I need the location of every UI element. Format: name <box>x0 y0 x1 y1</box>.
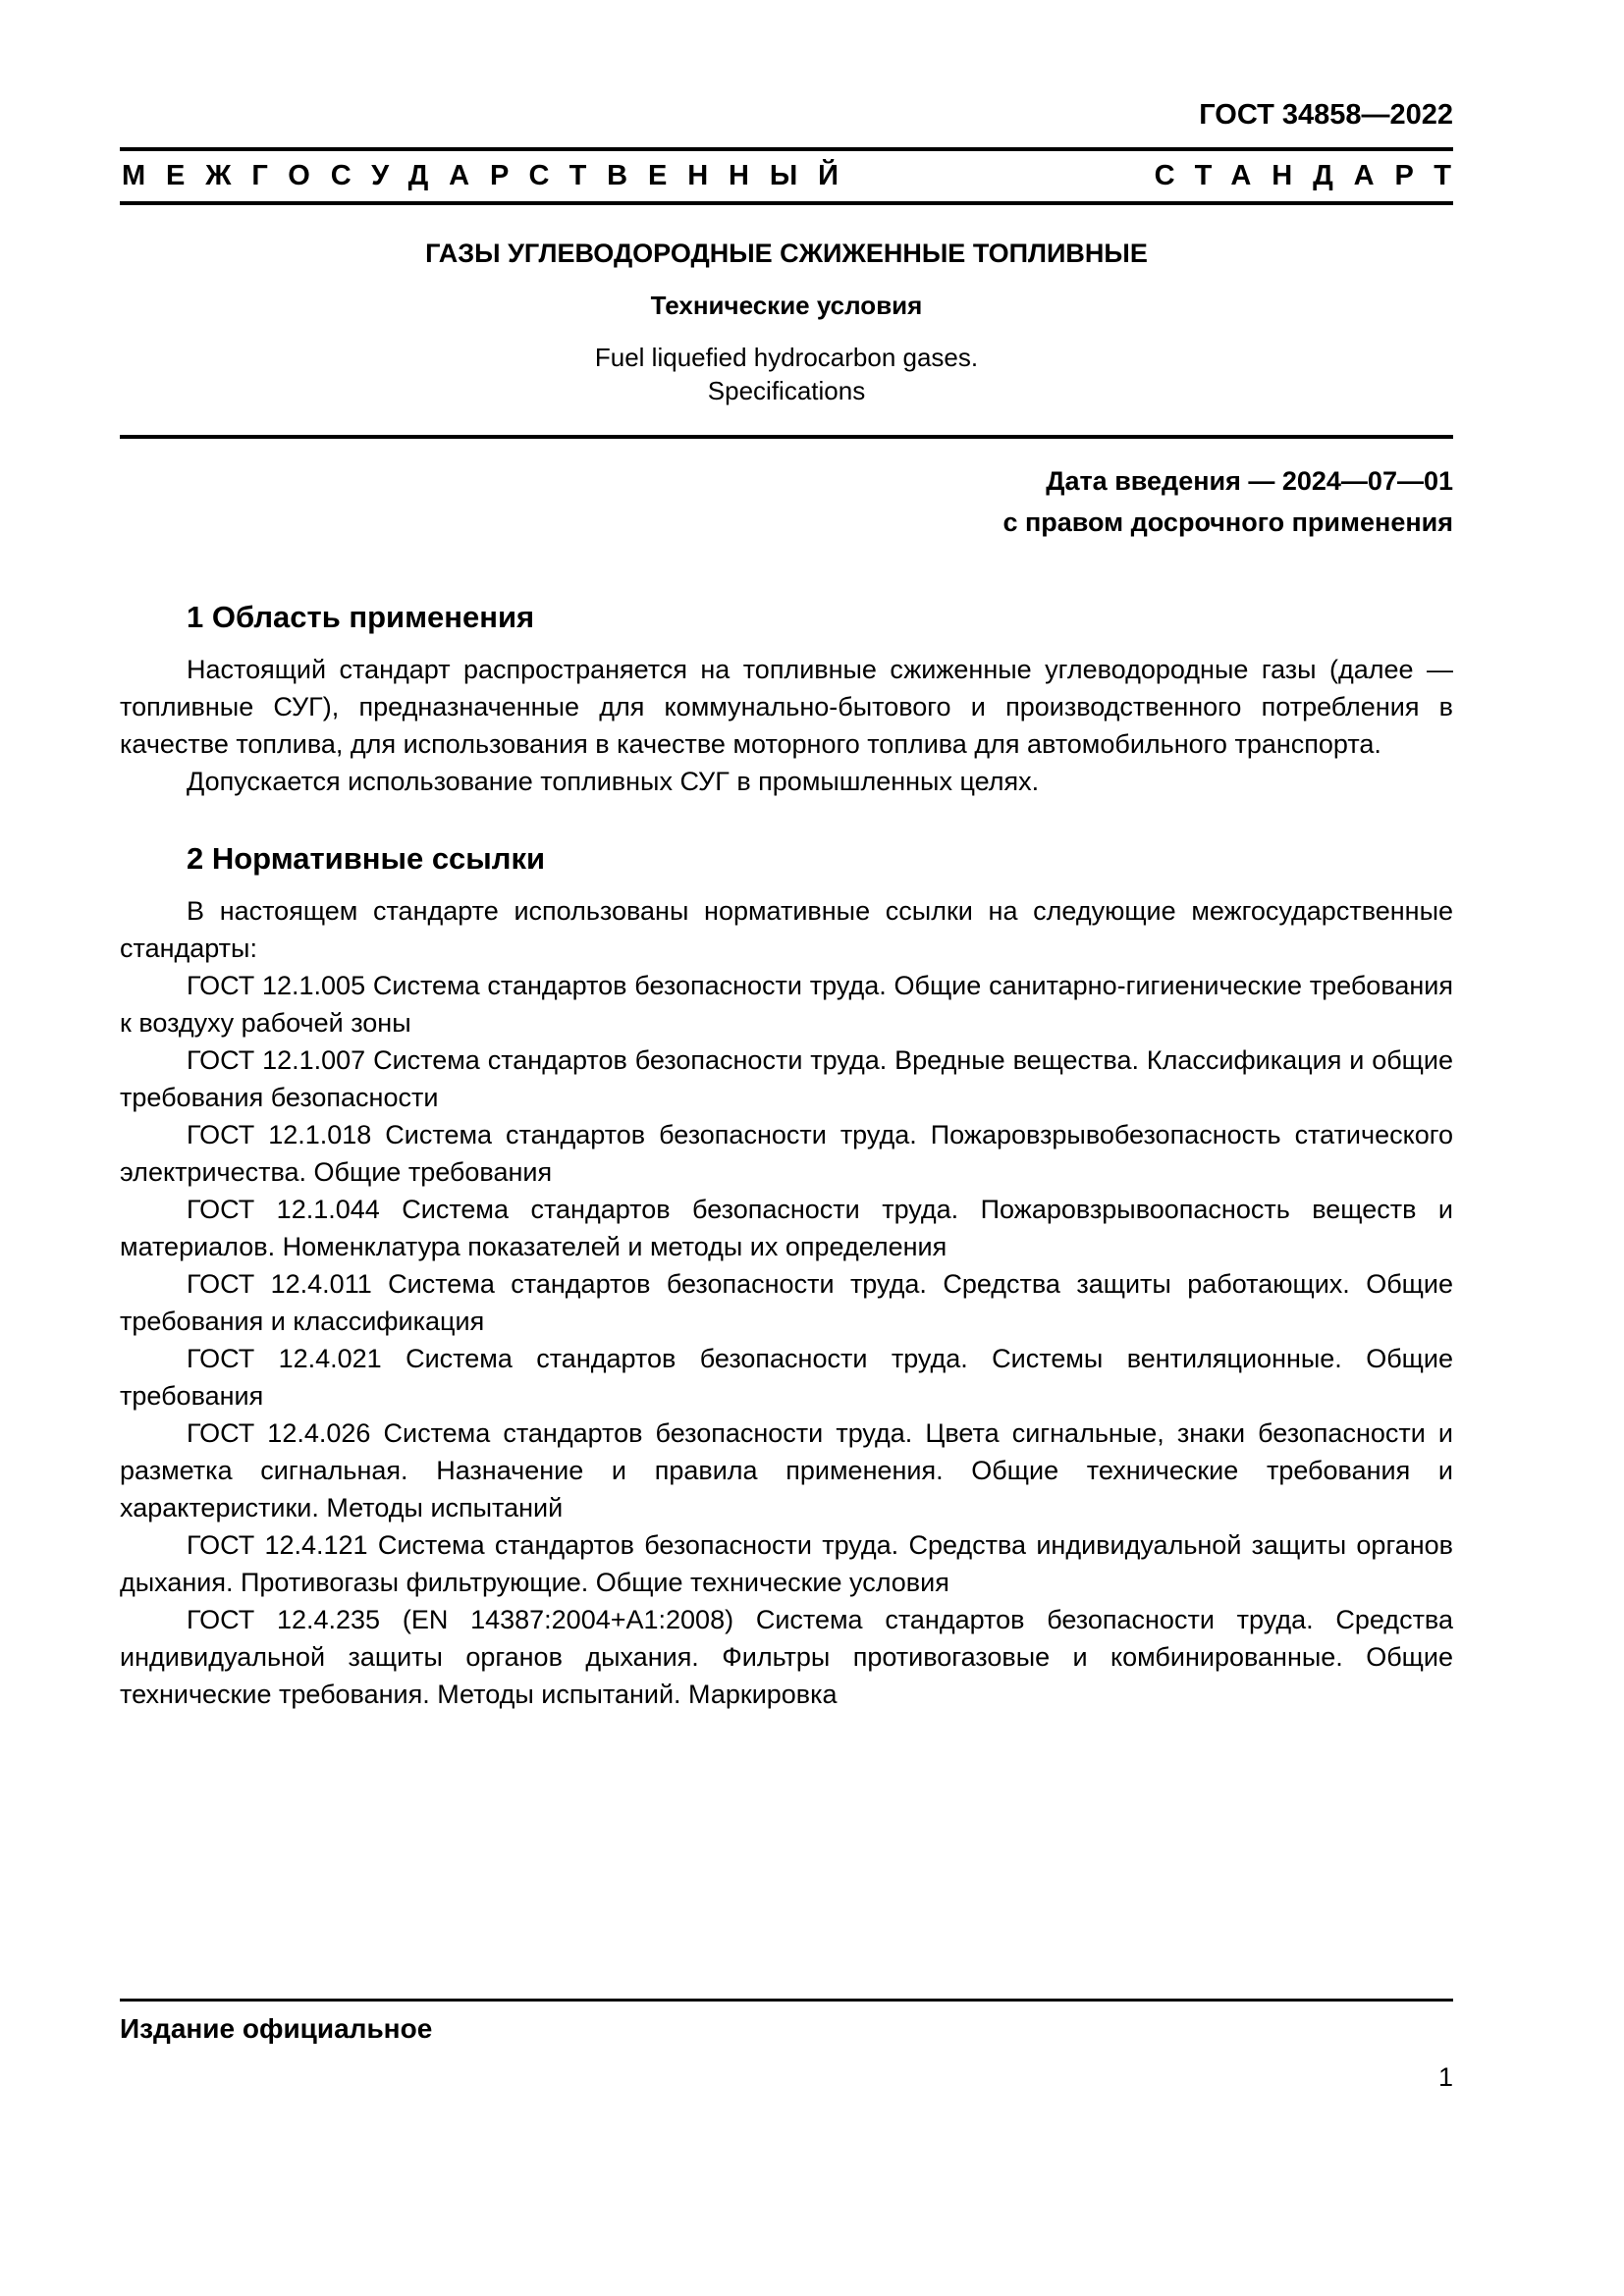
page-number: 1 <box>1437 2062 1453 2092</box>
normative-reference: ГОСТ 12.1.005 Система стандартов безопасности труда. Общие санитарно-гигиенические требования к воздуху рабочей зоны <box>120 971 1453 1038</box>
normative-reference: ГОСТ 12.1.044 Система стандартов безопасности труда. Пожаровзрывоопасность веществ и материалов. Номенклатура показателей и методы их определения <box>120 1195 1453 1261</box>
page-footer <box>120 1999 1453 2093</box>
doc-number: ГОСТ 34858—2022 <box>1199 99 1453 131</box>
header-divider-bottom <box>120 201 1453 205</box>
section-2-heading: 2 Нормативные ссылки <box>187 841 546 876</box>
section-2-paragraph: В настоящем стандарте использованы нормативные ссылки на следующие межгосударственные стандарты: <box>120 896 1453 963</box>
normative-reference: ГОСТ 12.4.021 Система стандартов безопасности труда. Системы вентиляционные. Общие требования <box>120 1344 1453 1411</box>
doc-subtitle-ru: Технические условия <box>650 291 923 320</box>
standard-type-word-left: МЕЖГОСУДАРСТВЕННЫЙ <box>122 160 859 191</box>
section-1-paragraph: Настоящий стандарт распространяется на топливные сжиженные углеводородные газы (далее — топливные СУГ), предназначенные для коммунально-бытового и производственного потребления в качестве топлива, для использования в качестве моторного топлива для автомобильного транспорта. <box>120 655 1453 759</box>
normative-reference: ГОСТ 12.4.011 Система стандартов безопасности труда. Средства защиты работающих. Общие требования и классификация <box>120 1269 1453 1336</box>
title-block <box>120 239 1453 407</box>
introduction-date-block <box>120 460 1453 543</box>
edition-note: Издание официальное <box>120 2013 433 2044</box>
standard-type-banner <box>120 151 1472 201</box>
normative-reference: ГОСТ 12.1.007 Система стандартов безопасности труда. Вредные вещества. Классификация и общие требования безопасности <box>120 1045 1453 1112</box>
normative-reference: ГОСТ 12.1.018 Система стандартов безопасности труда. Пожаровзрывобезопасность статического электричества. Общие требования <box>120 1120 1453 1187</box>
footer-divider <box>120 1999 1453 2002</box>
doc-title-ru: ГАЗЫ УГЛЕВОДОРОДНЫЕ СЖИЖЕННЫЕ ТОПЛИВНЫЕ <box>425 239 1148 268</box>
normative-reference: ГОСТ 12.4.235 (EN 14387:2004+A1:2008) Система стандартов безопасности труда. Средства индивидуальной защиты органов дыхания. Фильтры противогазовые и комбинированные. Общие технические требования. Методы испытаний. Маркировка <box>120 1605 1453 1709</box>
doc-subtitle-en: Specifications <box>707 376 866 405</box>
doc-title-en-block <box>120 341 1453 407</box>
doc-title-en: Fuel liquefied hydrocarbon gases. <box>594 343 979 372</box>
introduction-date-line: Дата введения — 2024—07—01 <box>1046 466 1453 496</box>
section-1-heading: 1 Область применения <box>187 600 535 634</box>
early-application-line: с правом досрочного применения <box>1002 507 1453 537</box>
standard-type-word-right: СТАНДАРТ <box>1154 160 1472 191</box>
title-divider <box>120 435 1453 439</box>
page-header <box>120 98 1472 205</box>
section-1-paragraph: Допускается использование топливных СУГ в промышленных целях. <box>187 767 1040 796</box>
normative-reference: ГОСТ 12.4.121 Система стандартов безопасности труда. Средства индивидуальной защиты органов дыхания. Противогазы фильтрующие. Общие технические условия <box>120 1530 1453 1597</box>
normative-reference: ГОСТ 12.4.026 Система стандартов безопасности труда. Цвета сигнальные, знаки безопасности и разметка сигнальная. Назначение и правила применения. Общие технические требования и характеристики. Методы испытаний <box>120 1418 1453 1522</box>
